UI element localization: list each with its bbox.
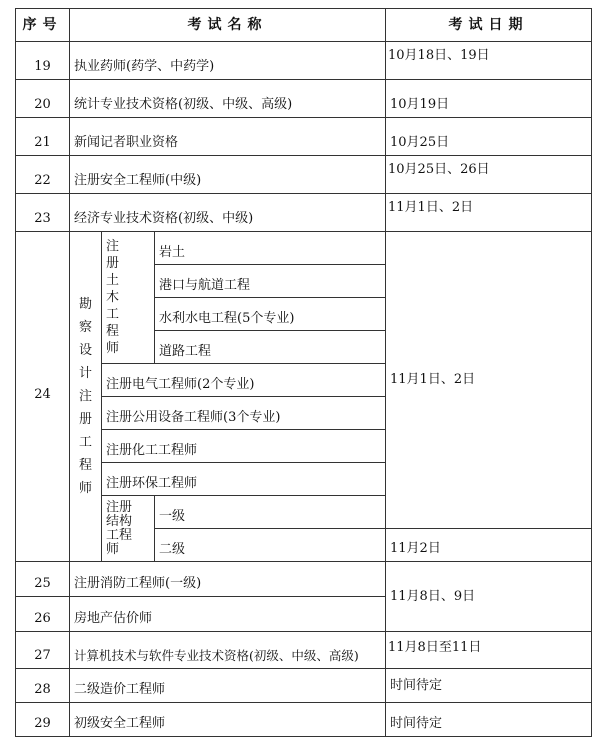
- sub-exam: 一级: [155, 496, 386, 529]
- exam-name: 初级安全工程师: [70, 703, 386, 737]
- table-row: [16, 232, 592, 265]
- structural-group-text: 注册结构工程师: [106, 499, 133, 557]
- table-row: [16, 669, 592, 703]
- table-row: [16, 118, 592, 156]
- header-name: 考试名称: [70, 9, 386, 42]
- exam-name: 执业药师(药学、中药学): [70, 42, 386, 80]
- header-no: 序号: [16, 9, 70, 42]
- header-row: [16, 9, 592, 42]
- row-number: 23: [16, 194, 70, 232]
- civil-group-text: 注册土木工程师: [106, 239, 122, 356]
- sub-exam: 注册化工工程师: [102, 430, 386, 463]
- exam-date: 10月25日: [386, 118, 592, 156]
- table-row: [16, 42, 592, 80]
- exam-date: 11月8日至11日: [386, 632, 592, 669]
- civil-group-label: [102, 232, 155, 364]
- group-label: [70, 232, 102, 562]
- exam-name: 新闻记者职业资格: [70, 118, 386, 156]
- exam-date: 11月8日、9日: [386, 562, 592, 632]
- table-row: [16, 194, 592, 232]
- sub-exam: 注册电气工程师(2个专业): [102, 364, 386, 397]
- row-number: 22: [16, 156, 70, 194]
- header-date: 考试日期: [386, 9, 592, 42]
- row-number: 28: [16, 669, 70, 703]
- group-label-text: 勘察设计注册工程师: [79, 297, 93, 496]
- sub-exam: 水利水电工程(5个专业): [155, 298, 386, 331]
- exam-name: 注册消防工程师(一级): [70, 562, 386, 597]
- sub-exam: 注册环保工程师: [102, 463, 386, 496]
- exam-date: 10月18日、19日: [386, 42, 592, 80]
- sub-exam: 道路工程: [155, 331, 386, 364]
- sub-exam: 岩土: [155, 232, 386, 265]
- exam-name: 统计专业技术资格(初级、中级、高级): [70, 80, 386, 118]
- row-number: 25: [16, 562, 70, 597]
- exam-date: 10月19日: [386, 80, 592, 118]
- exam-name: 经济专业技术资格(初级、中级): [70, 194, 386, 232]
- exam-date: 时间待定: [386, 703, 592, 737]
- table-row: [16, 80, 592, 118]
- row-number: 29: [16, 703, 70, 737]
- exam-date: 11月1日、2日: [386, 194, 592, 232]
- exam-name: 计算机技术与软件专业技术资格(初级、中级、高级): [70, 632, 386, 669]
- sub-exam: 注册公用设备工程师(3个专业): [102, 397, 386, 430]
- table-row: [16, 703, 592, 737]
- table-row: [16, 562, 592, 597]
- structural-group-label: [102, 496, 155, 562]
- exam-date: 11月2日: [386, 529, 592, 562]
- sub-exam: 港口与航道工程: [155, 265, 386, 298]
- row-number: 19: [16, 42, 70, 80]
- table-row: [16, 632, 592, 669]
- table-row: [16, 156, 592, 194]
- row-number: 21: [16, 118, 70, 156]
- exam-schedule: [15, 8, 592, 737]
- exam-name: 房地产估价师: [70, 597, 386, 632]
- exam-date: 11月1日、2日: [386, 232, 592, 529]
- row-number: 27: [16, 632, 70, 669]
- exam-name: 二级造价工程师: [70, 669, 386, 703]
- row-number: 26: [16, 597, 70, 632]
- sub-exam: 二级: [155, 529, 386, 562]
- row-number: 20: [16, 80, 70, 118]
- exam-table: [15, 8, 592, 737]
- exam-name: 注册安全工程师(中级): [70, 156, 386, 194]
- exam-date: 10月25日、26日: [386, 156, 592, 194]
- exam-date: 时间待定: [386, 669, 592, 703]
- row-number: 24: [16, 232, 70, 562]
